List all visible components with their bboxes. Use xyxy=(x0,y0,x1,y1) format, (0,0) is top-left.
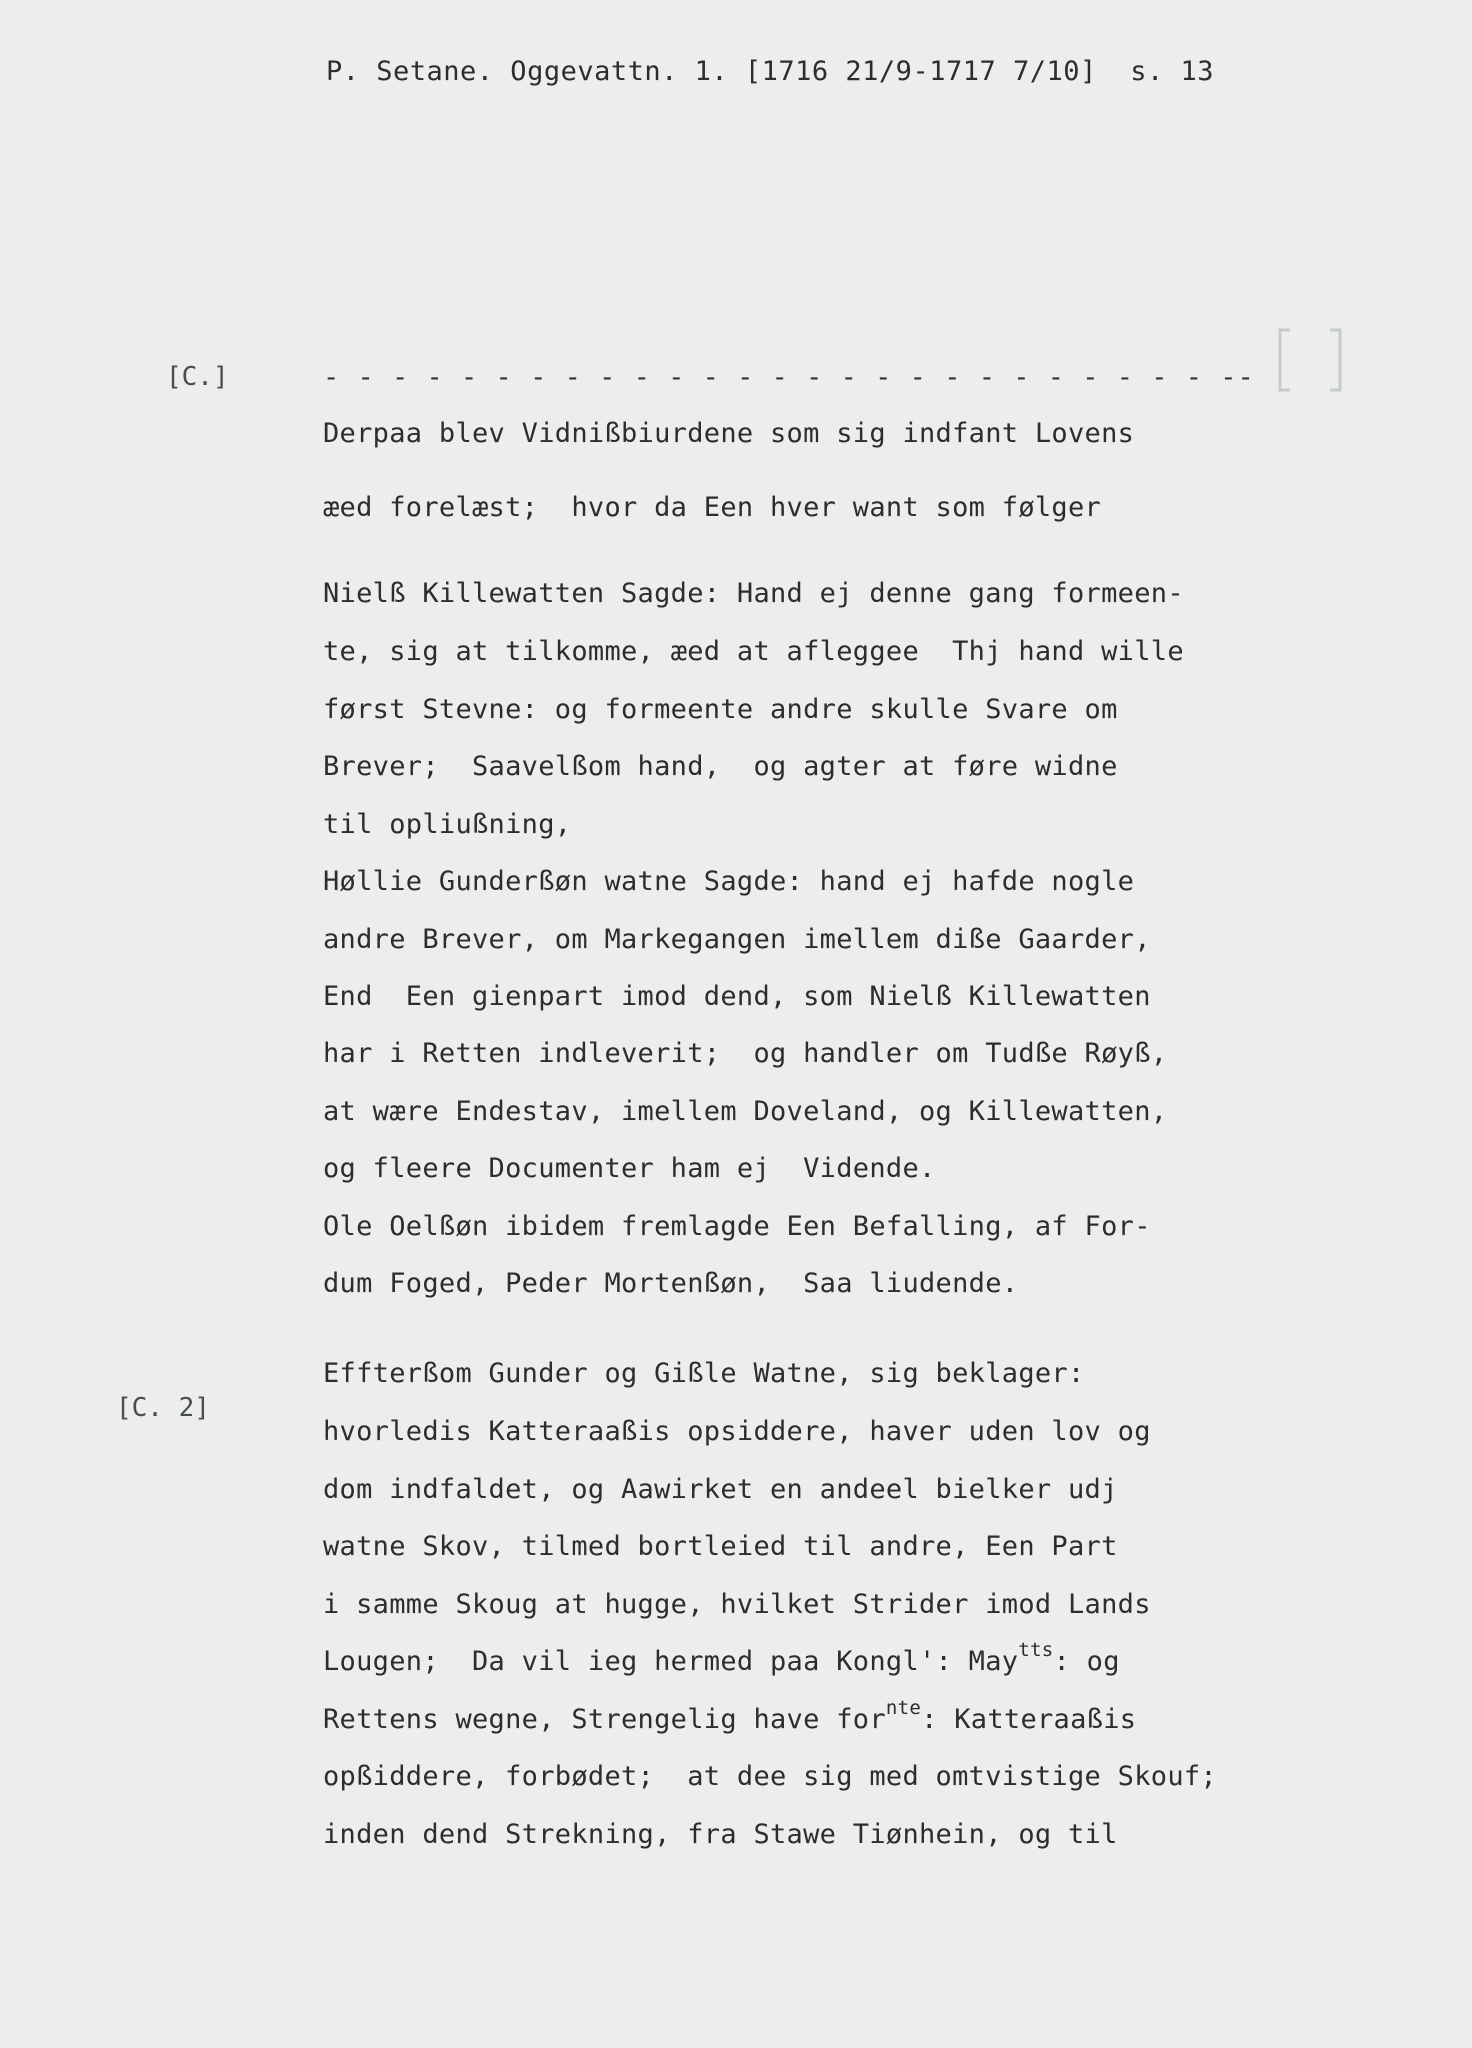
text-line-7: til opliußning, xyxy=(323,809,572,840)
text-line-1: Derpaa blev Vidnißbiurdene som sig indfant Lovens xyxy=(323,418,1135,449)
text-line-17: hvorledis Katteraaßis opsiddere, haver uden lov og xyxy=(323,1416,1151,1447)
section-divider: - - - - - - - - - - - - - - - - - - - - - - - - - - -- xyxy=(323,362,1255,393)
text-line-8: Høllie Gunderßøn watne Sagde: hand ej hafde nogle xyxy=(323,866,1135,897)
text-line-4: te, sig at tilkomme, æed at afleggee Thj hand wille xyxy=(323,636,1184,667)
text-line-21: Lougen; Da vil ieg hermed paa Kongl': May$^{tts}$: og xyxy=(323,1639,1120,1677)
text-line-22: Rettens wegne, Strengelig have for$^{nte}$: Katteraaßis xyxy=(323,1697,1137,1735)
superscript-nte: nte xyxy=(885,1697,922,1719)
text-line-14: Ole Oelßøn ibidem fremlagde Een Befalling, af For- xyxy=(323,1211,1151,1242)
text-line-10: End Een gienpart imod dend, som Nielß Killewatten xyxy=(323,981,1151,1012)
text-line-2: æed forelæst; hvor da Een hver want som følger xyxy=(323,492,1102,523)
text-line-19: watne Skov, tilmed bortleied til andre, Een Part xyxy=(323,1531,1118,1562)
margin-reference-c2: [C. 2] xyxy=(116,1393,210,1423)
text-line-24: inden dend Strekning, fra Stawe Tiønhein, og til xyxy=(323,1819,1118,1850)
text-line-5: først Stevne: og formeente andre skulle Svare om xyxy=(323,694,1118,725)
text-line-12: at wære Endestav, imellem Doveland, og Killewatten, xyxy=(323,1096,1168,1127)
text-line-9: andre Brever, om Markegangen imellem dißе Gaarder, xyxy=(323,924,1151,955)
text-line-13: og fleere Documenter ham ej Vidende. xyxy=(323,1153,936,1184)
text-line-18: dom indfaldet, og Aawirket en andeel bielker udj xyxy=(323,1474,1118,1505)
text-line-16: Effterßom Gunder og Gißle Watne, sig beklager: xyxy=(323,1358,1085,1389)
page-header: P. Setane. Oggevattn. 1. [1716 21/9-1717 7/10] s. 13 xyxy=(326,56,1215,87)
text-line-3: Nielß Killewatten Sagde: Hand ej denne gang formeen- xyxy=(323,578,1184,609)
pencil-bracket-mark xyxy=(1260,320,1360,420)
text-line-6: Brever; Saavelßom hand, og agter at føre widne xyxy=(323,751,1118,782)
text-line-15: dum Foged, Peder Mortenßøn, Saa liudende. xyxy=(323,1268,1019,1299)
margin-reference-c: [C.] xyxy=(166,362,229,392)
text-line-20: i samme Skoug at hugge, hvilket Strider imod Lands xyxy=(323,1589,1151,1620)
text-line-23: opßiddere, forbødet; at dee sig med omtvistige Skouf; xyxy=(323,1761,1217,1792)
superscript-tts: tts xyxy=(1018,1639,1054,1661)
text-line-11: har i Retten indleverit; og handler om Tudße Røyß, xyxy=(323,1038,1168,1069)
